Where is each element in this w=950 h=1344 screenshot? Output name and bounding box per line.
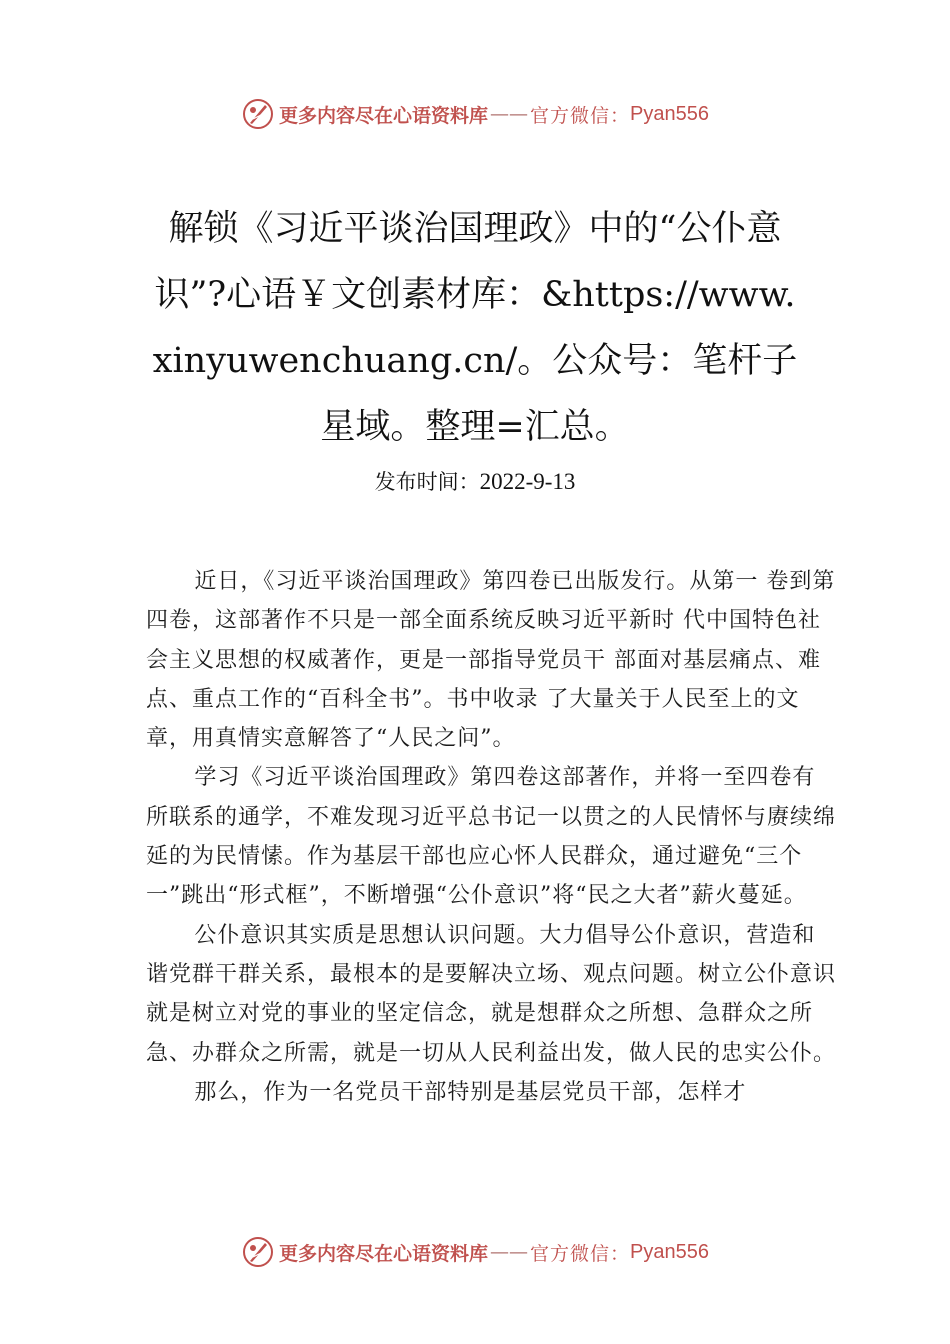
watermark-separator: —— (490, 103, 529, 125)
body-paragraph-3: 公仆意识其实质是思想认识问题。大力倡导公仆意识，营造和谐党群干群关系，最根本的是要解决立场、观点问题。树立公仆意识就是树立对党的事业的坚定信念，就是想群众之所想、急群众之所急、办群众之所需，就是一切从人民利益出发，做人民的忠实公仆。 (146, 922, 837, 1066)
footer-watermark (0, 1232, 950, 1272)
publish-time-label: 发布时间： (374, 470, 480, 494)
quill-logo-icon (241, 1235, 275, 1269)
watermark-main-text: 更多内容尽在心语资料库 (279, 1242, 489, 1265)
header-watermark (0, 94, 950, 134)
watermark-wechat-label: 官方微信： (530, 1242, 631, 1265)
watermark-wechat-label: 官方微信： (530, 104, 631, 127)
body-paragraph-2: 学习《习近平谈治国理政》第四卷这部著作，并将一至四卷有所联系的通学，不难发现习近平总书记一以贯之的人民情怀与赓续绵延的为民情愫。作为基层干部也应心怀人民群众，通过避免“三个一”跳出“形式框”，不断增强“公仆意识”将“民之大者”薪火蔓延。 (146, 765, 837, 909)
quill-logo-icon (241, 97, 275, 131)
watermark-wechat-id: Pyan556 (630, 1240, 709, 1263)
body-paragraph-1: 近日，《习近平谈治国理政》第四卷已出版发行。从第一 卷到第四卷，这部著作不只是一部全面系统反映习近平新时 代中国特色社会主义思想的权威著作，更是一部指导党员干 部面对基层痛点、难点、重点工作的“百科全书”。书中收录 了大量关于人民至上的文章，用真情实意解答了“人民之问”。 (146, 569, 836, 752)
body-paragraph-4: 那么，作为一名党员干部特别是基层党员干部，怎样才 (194, 1079, 747, 1105)
publish-time (0, 466, 950, 496)
watermark-main-text: 更多内容尽在心语资料库 (279, 104, 489, 127)
watermark-wechat-id: Pyan556 (630, 102, 709, 125)
watermark-separator: —— (490, 1241, 529, 1263)
publish-time-value: 2022-9-13 (479, 469, 576, 494)
document-title: 解锁《习近平谈治国理政》中的“公仆意识”?心语￥文创素材库：&https://www.xinyuwenchuang.cn/。公众号：笔杆子星域。整理=汇总。 (152, 209, 798, 447)
document-body (146, 562, 836, 1112)
